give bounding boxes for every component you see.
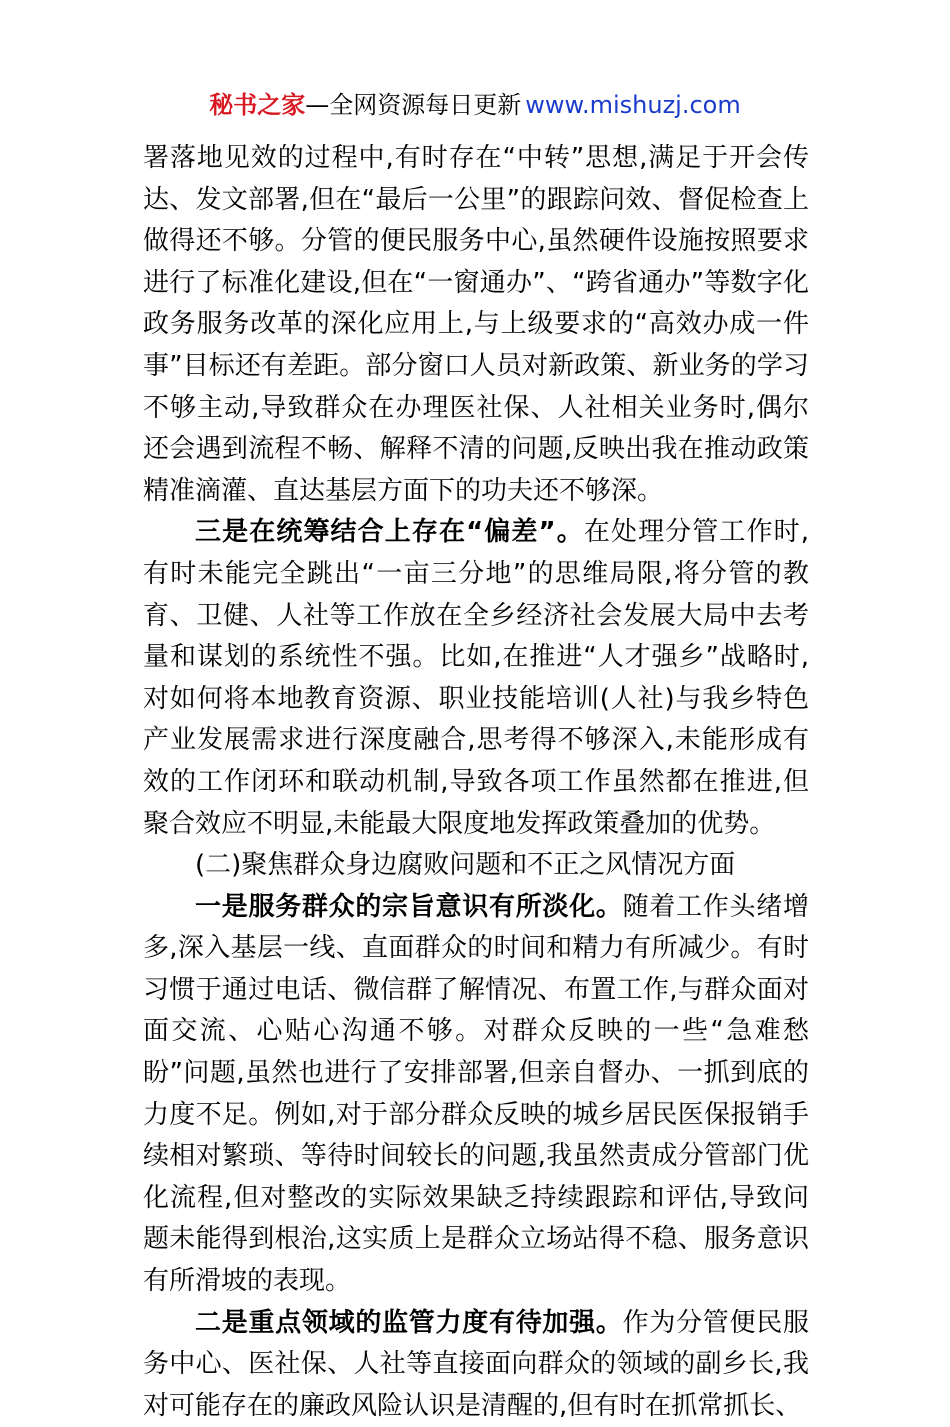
paragraph-text: (二)聚焦群众身边腐败问题和不正之风情况方面 — [195, 850, 736, 881]
site-header — [0, 88, 950, 122]
paragraph-item — [143, 1303, 809, 1427]
paragraph-text: 随着工作头绪增多,深入基层一线、直面群众的时间和精力有所减少。有时习惯于通过电话、微信群了解情况、布置工作,与群众面对面交流、心贴心沟通不够。对群众反映的一些“急难愁盼”问题,虽然也进行了安排部署,但亲自督办、一抓到底的力度不足。例如,对于部分群众反映的城乡居民医保报销手续相对繁琐、等待时间较长的问题,我虽然责成分管部门优化流程,但对整改的实际效果缺乏持续跟踪和评估,导致问题未能得到根治,这实质上是群众立场站得不稳、服务意识有所滑坡的表现。 — [143, 891, 809, 1297]
header-dash: — — [305, 91, 330, 119]
paragraph-lead: 二是重点领域的监管力度有待加强。 — [195, 1307, 623, 1338]
paragraph-lead: 三是在统筹结合上存在“偏差”。 — [195, 517, 584, 548]
paragraph-item — [143, 512, 809, 845]
paragraph-text: 署落地见效的过程中,有时存在“中转”思想,满足于开会传达、发文部署,但在“最后一公里”的跟踪问效、督促检查上做得还不够。分管的便民服务中心,虽然硬件设施按照要求进行了标准化建设,但在“一窗通办”、“跨省通办”等数字化政务服务改革的深化应用上,与上级要求的“高效办成一件事”目标还有差距。部分窗口人员对新政策、新业务的学习不够主动,导致群众在办理医社保、人社相关业务时,偶尔还会遇到流程不畅、解释不清的问题,反映出我在推动政策精准滴灌、直达基层方面下的功夫还不够深。 — [143, 143, 809, 506]
paragraph-item — [143, 887, 809, 1303]
site-url-link[interactable]: www.mishuzj.com — [525, 91, 741, 119]
header-tagline: 全网资源每日更新 — [329, 91, 522, 119]
brand-name: 秘书之家 — [209, 91, 306, 119]
paragraph-continued — [143, 138, 809, 512]
section-heading — [143, 845, 809, 887]
paragraph-lead: 一是服务群众的宗旨意识有所淡化。 — [195, 891, 623, 922]
document-body — [143, 138, 809, 1427]
paragraph-text: 在处理分管工作时,有时未能完全跳出“一亩三分地”的思维局限,将分管的教育、卫健、人社等工作放在全乡经济社会发展大局中去考量和谋划的系统性不强。比如,在推进“人才强乡”战略时,对如何将本地教育资源、职业技能培训(人社)与我乡特色产业发展需求进行深度融合,思考得不够深入,未能形成有效的工作闭环和联动机制,导致各项工作虽然都在推进,但聚合效应不明显,未能最大限度地发挥政策叠加的优势。 — [143, 517, 809, 839]
paragraph-text: 作为分管便民服务中心、医社保、人社等直接面向群众的领域的副乡长,我对可能存在的廉政风险认识是清醒的,但有时在抓常抓长、 — [143, 1307, 809, 1421]
